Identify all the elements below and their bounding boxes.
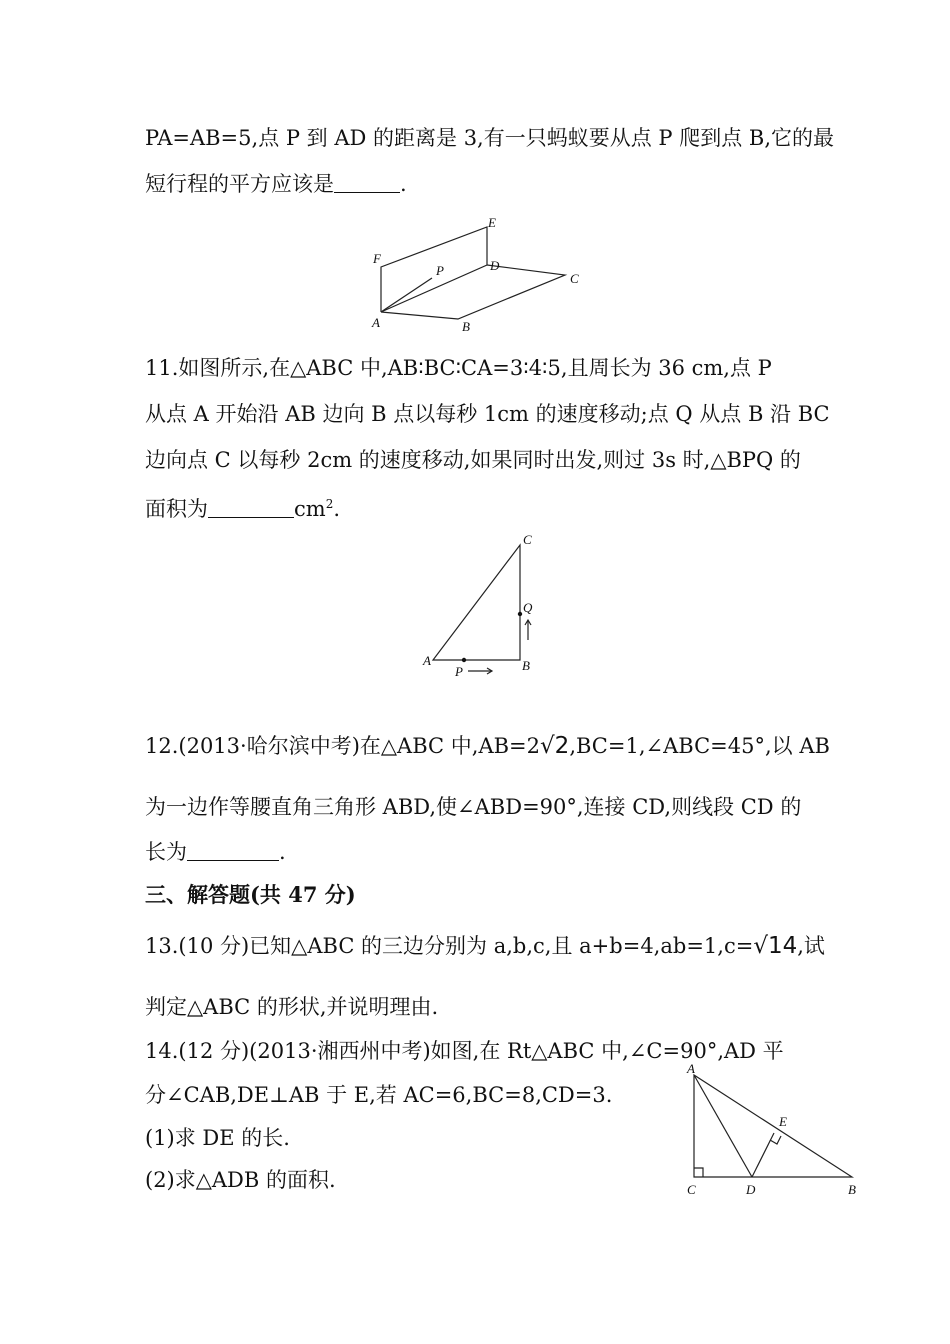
q11-label-q: Q [523,600,533,615]
q11-label-c: C [523,532,532,547]
q10-label-e: E [488,215,496,230]
q11-label-a: A [423,653,431,668]
q11-line-4-end: . [333,497,341,521]
q14-bisector-ad [694,1075,752,1177]
q11-figure [420,532,570,682]
q10-line-2-text: 短行程的平方应该是 [145,172,334,196]
q12-line-1 [145,732,830,760]
q13-line-1-text: 13.(10 分)已知△ABC 的三边分别为 a,b,c,且 a+b=4,ab=1,c= [145,934,754,958]
sqrt-fourteen: √14 [753,933,798,959]
answer-blank [187,840,279,861]
q14-triangle-abc [694,1075,852,1177]
q14-figure [682,1062,872,1202]
q10-line-2 [145,170,407,198]
q10-label-b: B [462,319,470,334]
q14-line-1: 14.(12 分)(2013·湘西州中考)如图,在 Rt△ABC 中,∠C=90°,AD 平 [145,1039,784,1063]
q10-line-2-end: . [400,172,407,196]
q13-line-2: 判定△ABC 的形状,并说明理由. [145,995,439,1019]
q10-line-1: PA=AB=5,点 P 到 AD 的距离是 3,有一只蚂蚁要从点 P 爬到点 B,它的最 [145,126,834,150]
q10-rect-vertical [381,227,487,312]
q11-label-p: P [455,664,463,679]
sqrt-two: √2 [540,733,570,759]
q14-label-e: E [779,1114,787,1129]
q14-label-c: C [687,1182,696,1197]
q14-line-2: 分∠CAB,DE⊥AB 于 E,若 AC=6,BC=8,CD=3. [145,1083,613,1107]
section-heading: 三、解答题(共 47 分) [145,882,356,907]
q10-label-p: P [436,263,444,278]
q10-label-f: F [373,251,381,266]
q11-label-b: B [522,658,530,673]
q11-line-4-text: 面积为 [145,497,208,521]
answer-blank [334,172,400,193]
q12-line-3 [145,838,286,866]
q11-line-2: 从点 A 开始沿 AB 边向 B 点以每秒 1cm 的速度移动;点 Q 从点 B 沿 BC [145,402,830,426]
q11-line-4 [145,490,340,523]
q14-part-1: (1)求 DE 的长. [145,1126,290,1150]
q14-label-b: B [848,1182,856,1197]
q14-part-2: (2)求△ADB 的面积. [145,1168,336,1192]
q11-line-3: 边向点 C 以每秒 2cm 的速度移动,如果同时出发,则过 3s 时,△BPQ 的 [145,448,801,472]
q12-line-2: 为一边作等腰直角三角形 ABD,使∠ABD=90°,连接 CD,则线段 CD 的 [145,795,802,819]
q11-line-1: 11.如图所示,在△ABC 中,AB∶BC∶CA=3∶4∶5,且周长为 36 cm,点 P [145,356,772,380]
q10-segment-ap [381,278,432,312]
q11-point-p [462,658,466,662]
q10-label-d: D [490,258,500,273]
q11-point-q [518,612,522,616]
q12-line-3-text: 长为 [145,840,187,864]
q10-figure [370,215,600,345]
q11-unit: cm [294,497,326,521]
answer-blank [208,497,294,518]
q10-rect-floor [381,265,565,319]
q10-label-c: C [570,271,579,286]
q12-line-1-text: 12.(2013·哈尔滨中考)在△ABC 中,AB=2 [145,734,541,758]
q13-line-1 [145,932,825,960]
q10-label-a: A [372,315,380,330]
q12-line-1-rest: ,BC=1,∠ABC=45°,以 AB [569,734,830,758]
q14-label-a: A [687,1061,695,1076]
q12-line-3-end: . [279,840,286,864]
q14-right-angle-c [694,1168,703,1177]
q14-label-d: D [746,1182,756,1197]
q11-unit-exponent: 2 [325,497,334,511]
q14-perpendicular-de [752,1133,774,1177]
q13-line-1-rest: ,试 [797,934,825,958]
q11-triangle [433,545,520,660]
